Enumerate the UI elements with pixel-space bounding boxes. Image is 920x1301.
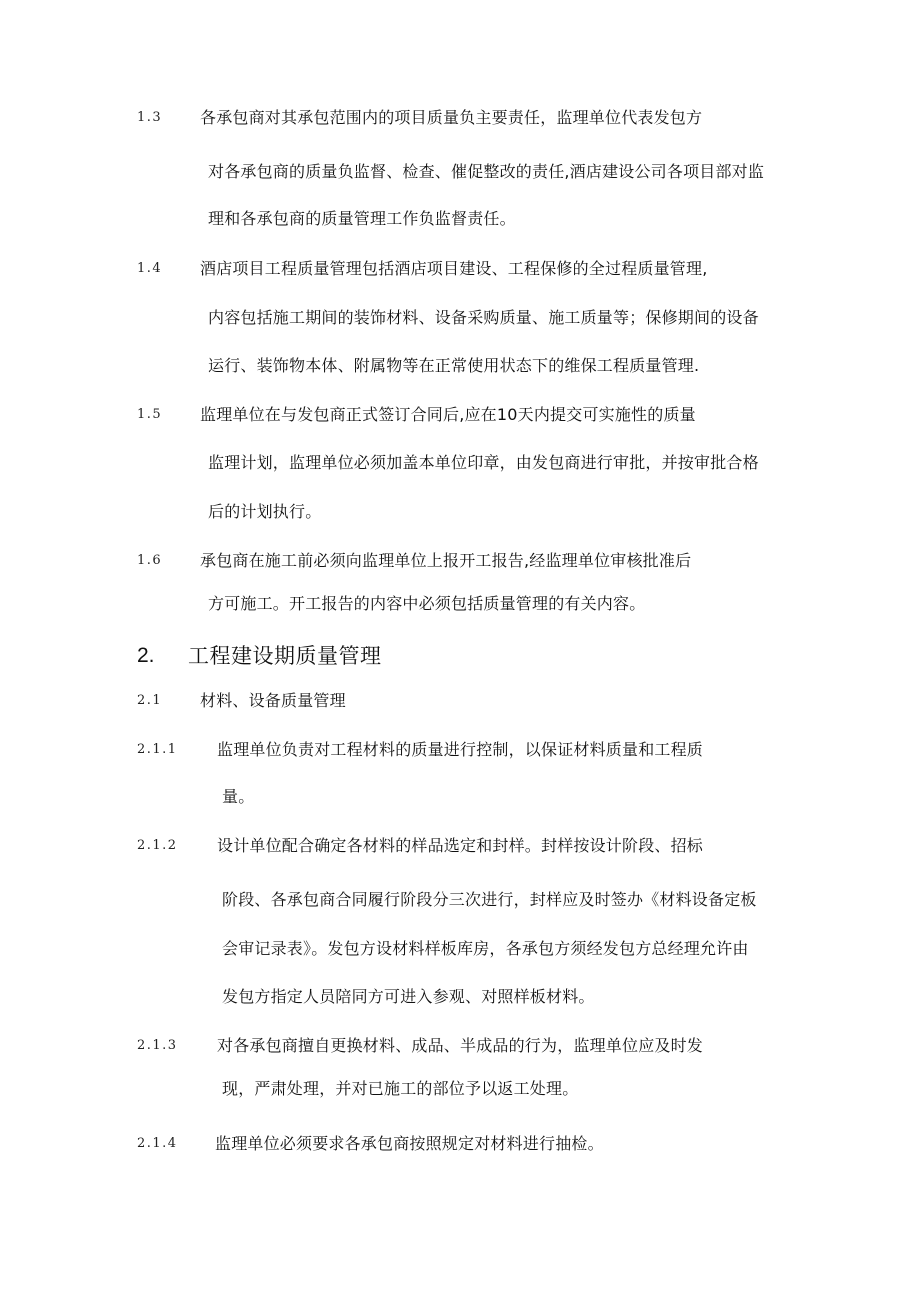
clause-number: 1.3	[137, 110, 163, 125]
clause-text-line: 发包方指定人员陪同方可进入参观、对照样板材料。	[222, 987, 595, 1006]
clause-text-line: 酒店项目工程质量管理包括酒店项目建设、工程保修的全过程质量管理,	[200, 259, 708, 278]
clause-number: 2.1.2	[137, 838, 178, 853]
clause-text-line: 阶段、各承包商合同履行阶段分三次进行，封样应及时签办《材料设备定板	[222, 890, 757, 909]
clause-text-line: 现，严肃处理，并对已施工的部位予以返工处理。	[222, 1079, 579, 1098]
clause-text-line: 各承包商对其承包范围内的项目质量负主要责任，监理单位代表发包方	[200, 108, 703, 127]
clause-text-line: 方可施工。开工报告的内容中必须包括质量管理的有关内容。	[208, 594, 646, 613]
section-number: 2.	[137, 644, 155, 667]
clause-number: 1.4	[137, 261, 163, 276]
clause-text-line: 量。	[222, 787, 255, 806]
clause-text-line: 后的计划执行。	[208, 502, 322, 521]
clause-text-line: 监理计划，监理单位必须加盖本单位印章，由发包商进行审批，并按审批合格	[208, 453, 759, 472]
clause-text-line: 运行、装饰物本体、附属物等在正常使用状态下的维保工程质量管理.	[208, 356, 700, 375]
clause-text-line: 设计单位配合确定各材料的样品选定和封样。封样按设计阶段、招标	[217, 836, 704, 855]
clause-number: 2.1.3	[137, 1038, 178, 1053]
clause-text-line: 对各承包商的质量负监督、检查、催促整改的责任,酒店建设公司各项目部对监	[208, 162, 765, 181]
subsection-title: 材料、设备质量管理	[200, 691, 346, 710]
clause-number: 2.1.4	[137, 1136, 178, 1151]
section-title: 工程建设期质量管理	[188, 644, 382, 668]
clause-text-line: 监理单位负责对工程材料的质量进行控制，以保证材料质量和工程质	[217, 740, 704, 759]
subsection-number: 2.1	[137, 693, 163, 708]
clause-text-line: 内容包括施工期间的装饰材料、设备采购质量、施工质量等；保修期间的设备	[208, 308, 759, 327]
clause-text-line: 对各承包商擅自更换材料、成品、半成品的行为，监理单位应及时发	[217, 1036, 704, 1055]
clause-text-line: 承包商在施工前必须向监理单位上报开工报告,经监理单位审核批准后	[200, 551, 692, 570]
clause-number: 1.6	[137, 553, 163, 568]
clause-text-line: 监理单位在与发包商正式签订合同后,应在10天内提交可实施性的质量	[200, 405, 696, 424]
clause-number: 2.1.1	[137, 742, 178, 757]
clause-number: 1.5	[137, 407, 163, 422]
clause-text-line: 监理单位必须要求各承包商按照规定对材料进行抽检。	[215, 1134, 604, 1153]
clause-text-line: 理和各承包商的质量管理工作负监督责任。	[208, 209, 516, 228]
clause-text-line: 会审记录表》。发包方设材料样板库房，各承包方须经发包方总经理允许由	[222, 939, 749, 958]
